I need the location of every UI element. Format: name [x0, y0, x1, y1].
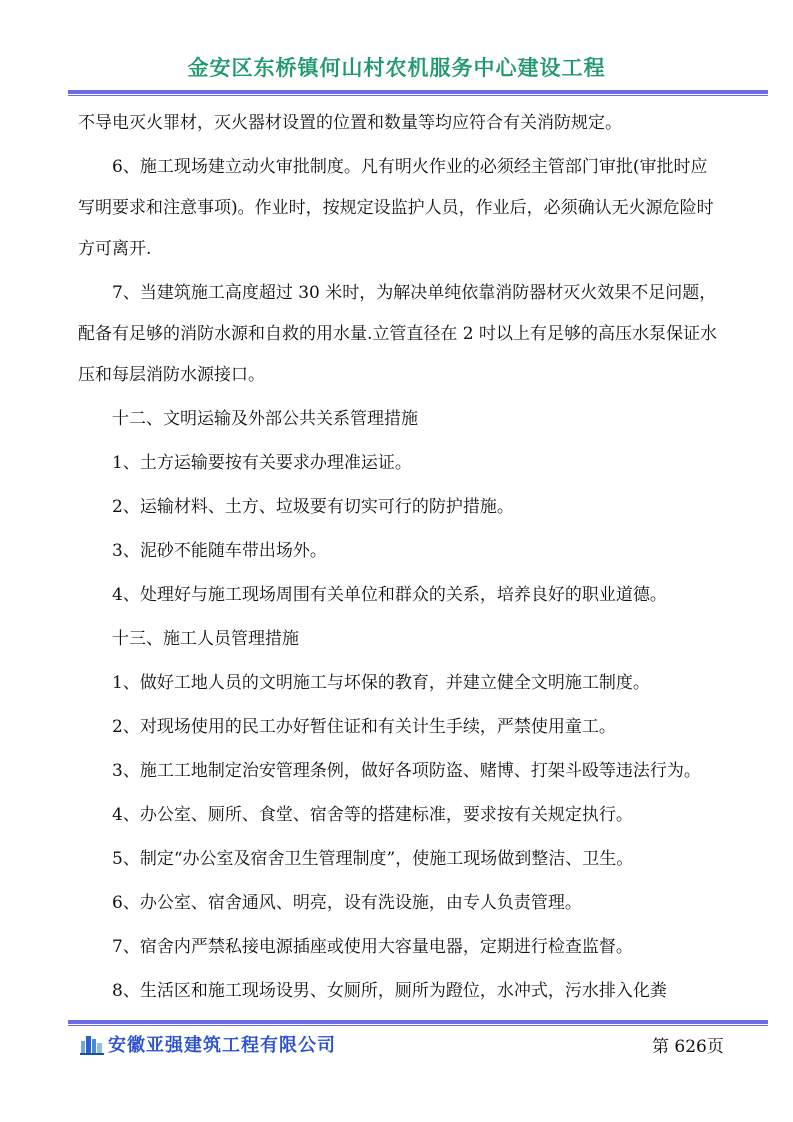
page-number: 第 626页 [652, 1037, 724, 1057]
paragraph: 4、处理好与施工现场周围有关单位和群众的关系，培养良好的职业道德。 [112, 585, 667, 605]
paragraph: 3、施工工地制定治安管理条例，做好各项防盗、赌博、打架斗殴等违法行为。 [112, 761, 701, 781]
paragraph: 1、土方运输要按有关要求办理准运证。 [112, 453, 412, 473]
paragraph: 7、当建筑施工高度超过 30 米时，为解决单纯依靠消防器材灭火效果不足问题，配备有足够的消防水源和自救的用水量.立管直径在 2 吋以上有足够的高压水泵保证水压和每层消防水源接口。 [78, 283, 718, 385]
paragraph: 4、办公室、厕所、食堂、宿舍等的搭建标准，要求按有关规定执行。 [112, 805, 633, 825]
paragraph: 2、对现场使用的民工办好暂住证和有关计生手续，严禁使用童工。 [112, 717, 616, 737]
paragraph: 1、做好工地人员的文明施工与坏保的教育，并建立健全文明施工制度。 [112, 673, 650, 693]
header-rule [68, 90, 768, 94]
paragraph: 不导电灭火罪材，灭火器材设置的位置和数量等均应符合有关消防规定。 [78, 113, 622, 133]
document-body [78, 103, 718, 1012]
paragraph: 6、施工现场建立动火审批制度。凡有明火作业的必须经主管部门审批(审批时应写明要求和注意事项)。作业时，按规定设监护人员，作业后，必须确认无火源危险时方可离开. [78, 157, 714, 259]
paragraph: 2、运输材料、土方、垃圾要有切实可行的防护措施。 [112, 497, 514, 517]
page-header-title: 金安区东桥镇何山村农机服务中心建设工程 [187, 56, 606, 80]
paragraph: 8、生活区和施工现场设男、女厕所，厕所为蹬位，水冲式，污水排入化粪 [112, 981, 667, 1001]
header-rule-thin [68, 95, 768, 96]
paragraph: 3、泥砂不能随车带出场外。 [112, 541, 327, 561]
footer-company-name: 安徽亚强建筑工程有限公司 [108, 1035, 336, 1056]
paragraph: 6、办公室、宿舍通风、明亮，设有洗设施，由专人负责管理。 [112, 893, 582, 913]
footer-rule [68, 1020, 768, 1024]
building-logo-icon [80, 1033, 104, 1055]
section-heading: 十二、文明运输及外部公共关系管理措施 [112, 409, 418, 429]
paragraph: 7、宿舍内严禁私接电源插座或使用大容量电器，定期进行检查监督。 [112, 937, 633, 957]
footer-rule-thin [68, 1025, 768, 1026]
paragraph: 5、制定“办公室及宿舍卫生管理制度”，使施工现场做到整洁、卫生。 [112, 849, 634, 869]
section-heading: 十三、施工人员管理措施 [112, 629, 299, 649]
